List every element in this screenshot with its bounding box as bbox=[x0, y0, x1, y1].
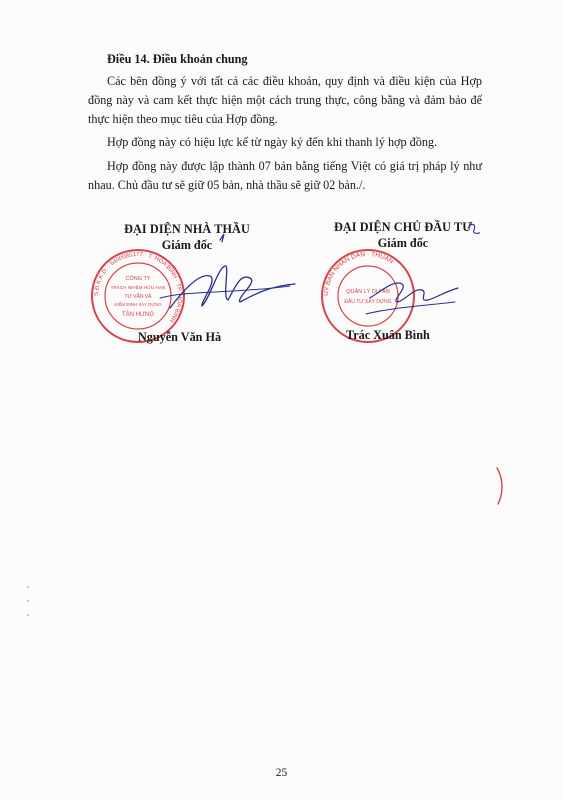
contractor-stamp-ring: S.Đ.K.K.D. : 5400085177 · T. HÒA BÌNH · TP. HÒA BÌNH bbox=[93, 251, 183, 324]
paragraph-agreement: Các bên đồng ý với tất cả các điều khoản, quy định và điều kiện của Hợp đồng này và cam kết thực hiện một cách trung thực, công bằng và đảm bảo để thực hiện theo mục tiêu của Hợp đồng. bbox=[88, 74, 482, 126]
contractor-stamp-line-1: CÔNG TY bbox=[125, 276, 151, 282]
contractor-role: Giám đốc bbox=[161, 238, 213, 252]
scan-speck bbox=[27, 600, 29, 602]
investor-stamp-line-2: ĐẦU TƯ XÂY DỰNG bbox=[344, 299, 392, 305]
contractor-signature bbox=[140, 228, 300, 328]
contractor-stamp-line-2: TRÁCH NHIỆM HỮU HẠN bbox=[110, 285, 166, 290]
investor-name: Trác Xuân Bình bbox=[346, 328, 430, 342]
contractor-stamp-line-4: KIỂM ĐỊNH XÂY DỰNG bbox=[114, 302, 162, 307]
paragraph-copies: Hợp đồng này được lập thành 07 bản bằng tiếng Việt có giá trị pháp lý như nhau. Chủ đầu tư sẽ giữ 05 bản, nhà thầu sẽ giữ 02 bản./. bbox=[88, 159, 482, 192]
investor-stamp-ring: ỦY BAN NHÂN DÂN · THUẬN bbox=[322, 250, 395, 297]
page-number: 25 bbox=[275, 767, 288, 779]
contractor-stamp-line-5: TÂN HƯNG bbox=[121, 312, 155, 318]
investor-title: ĐẠI DIỆN CHỦ ĐẦU TƯ bbox=[333, 220, 472, 234]
investor-role: Giám đốc bbox=[377, 236, 429, 250]
contractor-name: Nguyễn Văn Hà bbox=[138, 330, 222, 344]
scan-speck bbox=[27, 614, 29, 616]
paragraph-effective: Hợp đồng này có hiệu lực kể từ ngày ký đến khi thanh lý hợp đồng. bbox=[107, 135, 438, 149]
scan-speck bbox=[27, 586, 29, 588]
article-heading: Điều 14. Điều khoản chung bbox=[107, 52, 248, 66]
margin-mark bbox=[494, 466, 506, 506]
investor-signature bbox=[340, 218, 480, 328]
contractor-stamp-line-3: TƯ VẤN VÀ bbox=[124, 294, 152, 300]
contractor-title: ĐẠI DIỆN NHÀ THẦU bbox=[124, 222, 250, 236]
investor-stamp-line-1: QUẢN LÝ DỰ ÁN bbox=[346, 289, 390, 295]
